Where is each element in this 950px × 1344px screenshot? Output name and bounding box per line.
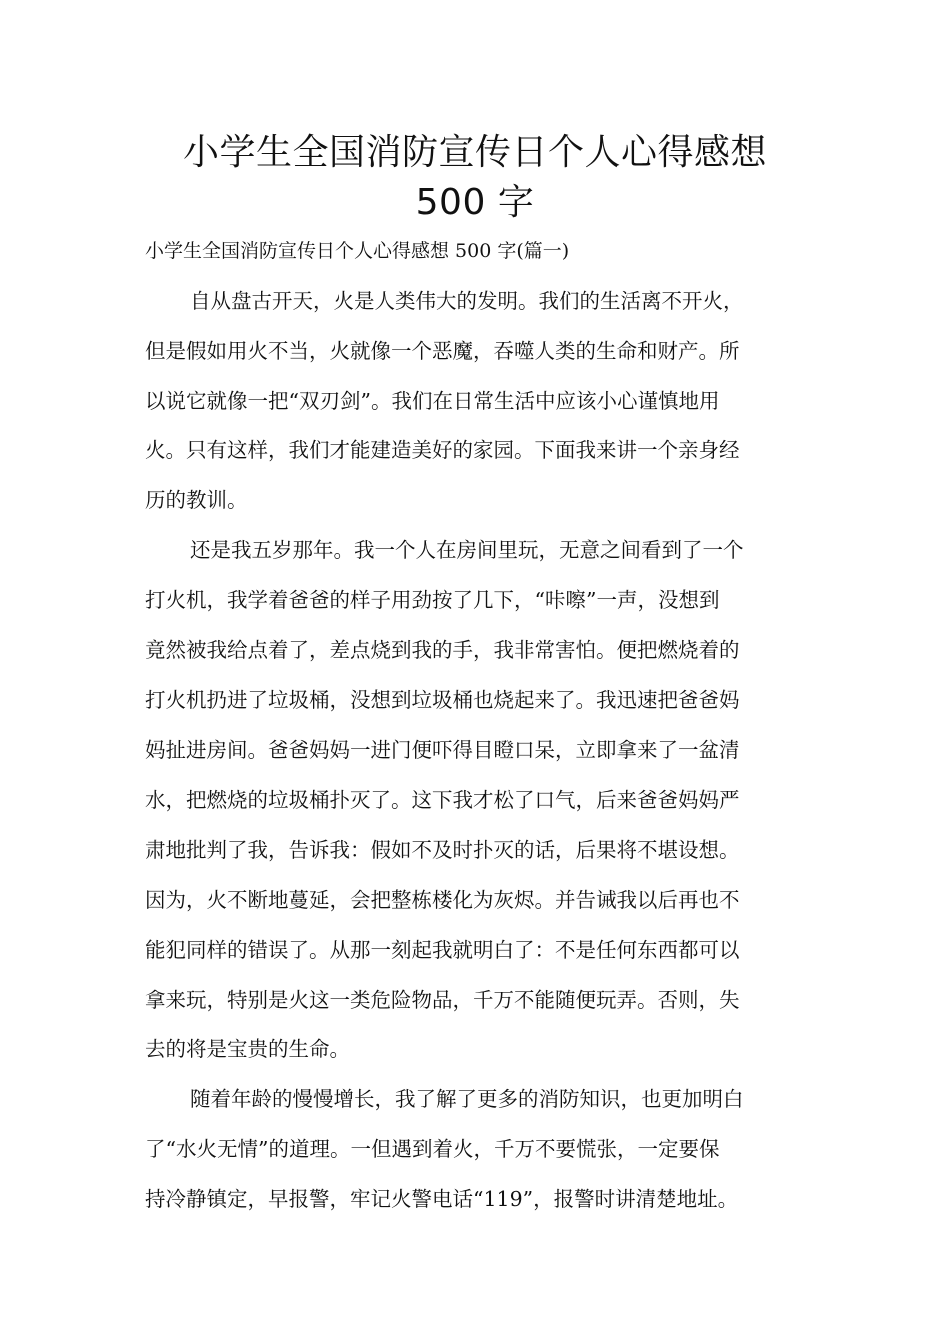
body-line-1: 自从盘古开天，火是人类伟大的发明。我们的生活离不开火， — [190, 289, 744, 313]
body-line-13: 因为，火不断地蔓延，会把整栋楼化为灰烬。并告诫我以后再也不 — [145, 888, 740, 912]
body-line-12: 肃地批判了我，告诉我：假如不及时扑灭的话，后果将不堪设想。 — [145, 838, 740, 862]
body-line-9: 打火机扔进了垃圾桶，没想到垃圾桶也烧起来了。我迅速把爸爸妈 — [145, 688, 740, 712]
body-line-8: 竟然被我给点着了，差点烧到我的手，我非常害怕。便把燃烧着的 — [145, 638, 740, 662]
page-title-line-2: 500 字 — [415, 182, 535, 223]
body-line-3: 以说它就像一把“双刃剑”。我们在日常生活中应该小心谨慎地用 — [145, 389, 720, 413]
body-line-14: 能犯同样的错误了。从那一刻起我就明白了：不是任何东西都可以 — [145, 938, 740, 962]
body-line-10: 妈扯进房间。爸爸妈妈一进门便吓得目瞪口呆，立即拿来了一盆清 — [145, 738, 740, 762]
body-line-11: 水，把燃烧的垃圾桶扑灭了。这下我才松了口气，后来爸爸妈妈严 — [145, 788, 740, 812]
body-line-15: 拿来玩，特别是火这一类危险物品，千万不能随便玩弄。否则，失 — [145, 988, 740, 1012]
body-line-5: 历的教训。 — [145, 488, 248, 512]
body-line-19: 持冷静镇定，早报警，牢记火警电话“119”，报警时讲清楚地址。 — [145, 1187, 739, 1211]
body-line-17: 随着年龄的慢慢增长，我了解了更多的消防知识，也更加明白 — [190, 1087, 744, 1111]
body-line-18: 了“水火无情”的道理。一但遇到着火，千万不要慌张，一定要保 — [145, 1137, 720, 1161]
body-line-7: 打火机，我学着爸爸的样子用劲按了几下，“咔嚓”一声，没想到 — [145, 588, 720, 612]
body-line-4: 火。只有这样，我们才能建造美好的家园。下面我来讲一个亲身经 — [145, 438, 740, 462]
section-subtitle: 小学生全国消防宣传日个人心得感想 500 字(篇一) — [145, 240, 570, 262]
body-line-16: 去的将是宝贵的生命。 — [145, 1037, 350, 1061]
body-line-2: 但是假如用火不当，火就像一个恶魔，吞噬人类的生命和财产。所 — [145, 339, 740, 363]
page-title-line-1: 小学生全国消防宣传日个人心得感想 — [182, 132, 767, 173]
body-line-6: 还是我五岁那年。我一个人在房间里玩，无意之间看到了一个 — [190, 538, 744, 562]
